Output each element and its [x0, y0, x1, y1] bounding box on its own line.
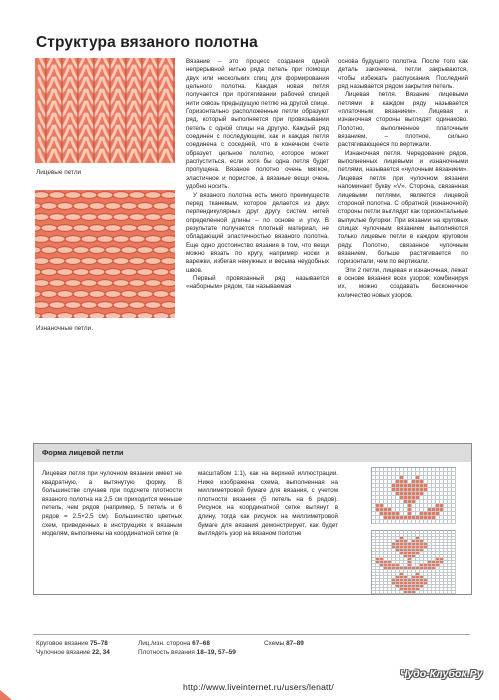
paragraph: Лицевая петля. Вязание лицевыми петлями в каждом ряду называется «платочным вязанием». Лицевая и изнаночная стороны выглядят одинаково. Полотно, выполненное платочным вязанием, – плотное, сильно растягивающееся по вертикали.	[338, 91, 468, 149]
paragraph: Первый провязанный ряд называется «наборным» рядом, так называемая	[186, 274, 329, 291]
knit-stitch-photo	[35, 58, 175, 163]
footer-ref: Круговое вязание 75–78	[36, 640, 108, 647]
footer-ref: Лиц./изн. сторона 67–68	[138, 640, 210, 647]
text-column-2	[338, 58, 468, 300]
paragraph: Изнаночная петля. Чередование рядов, выполненных лицевыми и изнаночными петлями, называется «чулочным вязанием». Лицевая петля при чулочном вязании напоминает букву «V». Сторона, связанная лицевыми петлями, является лицевой стороной полотна. С обратной (изнаночной) стороны петли выглядят как горизонтальные выпуклые бугорки. При вязании на круговых спицах чулочным вязанием выполняются только лицевые петли в каждом круговом ряду. Полотно, связанное чулочным вязанием, больше растягивается по горизонтали, чем по вертикали.	[338, 149, 468, 266]
footer-ref: Чулочное вязание 22, 34	[36, 649, 110, 656]
paragraph: У вязаного полотна есть много преимуществ перед тканевым, которое делается из двух перпендикулярных друг другу систем нитей определенной длины – по основе и утку. В результате получается плотный материал, не обладающий эластичностью вязаного полотна. Еще одно достоинство вязания в том, что вещи можно вязать по кругу, например носки и варежки, избегая ненужных и весьма неудобных швов.	[186, 191, 329, 274]
page-title: Структура вязаного полотна	[36, 34, 258, 51]
square-grid-chart	[371, 467, 456, 524]
corner-mark	[0, 690, 12, 700]
info-box-column-1: Лицевая петля при чулочном вязании имеет не квадратную, а вытянутую форму. В большинстве случаев при подсчете плотности вязаного полотна на 2,5 см приходится меньше петель, чем рядов (например, 5 петель и 6 рядов = 2,5×2,5 см). Большинство цветных схем, приведенных в инструкциях к вязаным моделям, выполнены на координатной сетке (в	[42, 470, 182, 538]
chart-cell	[452, 591, 456, 594]
paragraph: Эти 2 петли, лицевая и изнаночная, лежат в основе вязания всех узоров; комбинируя их, можно создавать бесконечное количество новых узоров.	[338, 266, 468, 299]
footer-ref: Плотность вязания 18–19, 57–59	[138, 649, 236, 656]
info-box-column-2: масштабом 1:1), как на верхней иллюстрации. Ниже изображена схема, выполненная на миллиметровой бумаге для вязания, с учетом плотности вязания (5 петель на 6 рядов). Рисунок на координатной сетке вытянут в длину, тогда как рисунок на миллиметровой бумаге для вязания демонстрирует, как будет выглядеть узор на вязаном полотне	[198, 470, 338, 538]
purl-caption: Изнаночные петли.	[36, 325, 93, 332]
footer-rule	[33, 634, 470, 635]
site-logo: Чудо-Клубок.Ру	[400, 668, 483, 680]
footer-col-3	[264, 639, 304, 648]
footer-ref: Схемы 87–89	[264, 640, 304, 647]
chart-cell	[452, 520, 456, 524]
paragraph: Вязание – это процесс создания одной непрерывной нитью ряда петель при помощи двух или нескольких спиц для формирования цельного полотна. Каждая новая петля получается при протягивании рабочей спицей нити сквозь предыдущую петлю на другой спице. Горизонтально расположенные петли образуют ряд, который выполняется при провязывании петель с одной спицы на другую. Каждый ряд соединен с последующим, как и каждая петля соединена с соседней, что в конечном счете образует цельное полотно, которое может распуститься, если хотя бы одна петля будет пропущена. Вязаное полотно очень мягкое, эластичное и пористое, а вязаные вещи очень удобно носить.	[186, 58, 329, 191]
knit-caption: Лицевые петли	[36, 169, 82, 176]
purl-stitch-photo	[35, 190, 175, 318]
watermark-url[interactable]: http://www.liveinternet.ru/users/lenatt/	[183, 682, 334, 692]
info-box-title: Форма лицевой петли	[42, 448, 124, 457]
paragraph: основа будущего полотна. После того как деталь закончена, петли закрываются, чтобы избежать распускания. Последний ряд называется рядом закрытия петель.	[338, 58, 468, 91]
footer-col-2	[138, 639, 236, 657]
footer-col-1	[36, 639, 110, 657]
knitting-paper-chart	[371, 530, 456, 594]
text-column-1	[186, 58, 329, 292]
